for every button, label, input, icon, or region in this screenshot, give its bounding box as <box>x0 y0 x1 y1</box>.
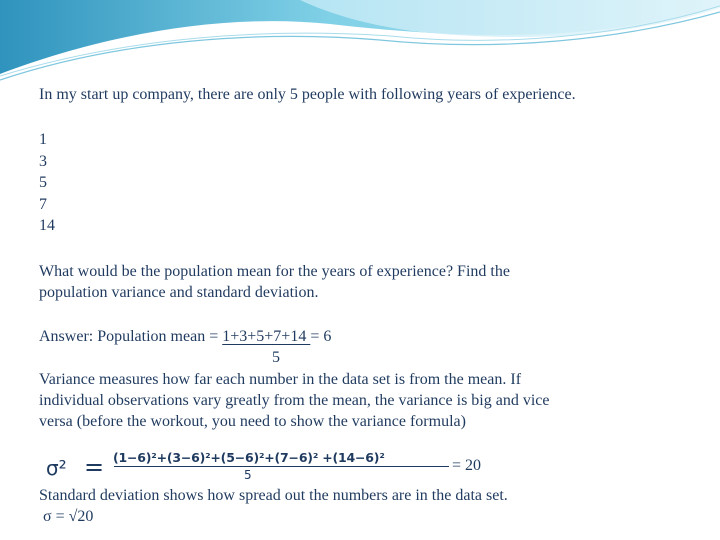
list-item: 3 <box>39 152 47 170</box>
slide-content <box>39 84 679 432</box>
variance-text-line-1: Variance measures how far each number in the data set is from the mean. If <box>39 370 522 388</box>
variance-text-line-2: individual observations vary greatly from the mean, the variance is big and vice <box>39 391 550 409</box>
variance-symbol: σ² <box>46 456 67 480</box>
list-item: 7 <box>39 195 47 213</box>
experience-values-list <box>39 129 679 237</box>
question-line-2: population variance and standard deviation. <box>39 283 319 301</box>
mean-denominator: 5 <box>272 348 280 366</box>
answer-prefix: Answer: Population mean = <box>39 327 223 345</box>
answer-line <box>39 327 679 366</box>
variance-formula <box>46 450 546 486</box>
list-item: 1 <box>39 131 47 148</box>
variance-result: = 20 <box>452 457 482 474</box>
fraction-bar <box>114 466 449 467</box>
equals-sign: = <box>84 453 105 481</box>
variance-text-line-3: versa (before the workout, you need to show the variance formula) <box>39 412 466 430</box>
mean-numerator: 1+3+5+7+14 <box>222 327 311 345</box>
variance-denominator: 5 <box>244 468 252 482</box>
std-formula: σ = √20 <box>43 508 94 525</box>
question-line-1: What would be the population mean for the years of experience? Find the <box>39 262 510 280</box>
mean-result: = 6 <box>310 327 332 345</box>
variance-numerator: (1−6)²+(3−6)²+(5−6)²+(7−6)² +(14−6)² <box>113 450 385 465</box>
list-item: 5 <box>39 174 47 191</box>
std-text: Standard deviation shows how spread out the numbers are in the data set. <box>39 487 508 504</box>
std-section <box>39 485 679 527</box>
intro-text: In my start up company, there are only 5 people with following years of experience. <box>39 86 576 103</box>
header-wave-banner <box>0 0 720 90</box>
list-item: 14 <box>39 217 55 234</box>
